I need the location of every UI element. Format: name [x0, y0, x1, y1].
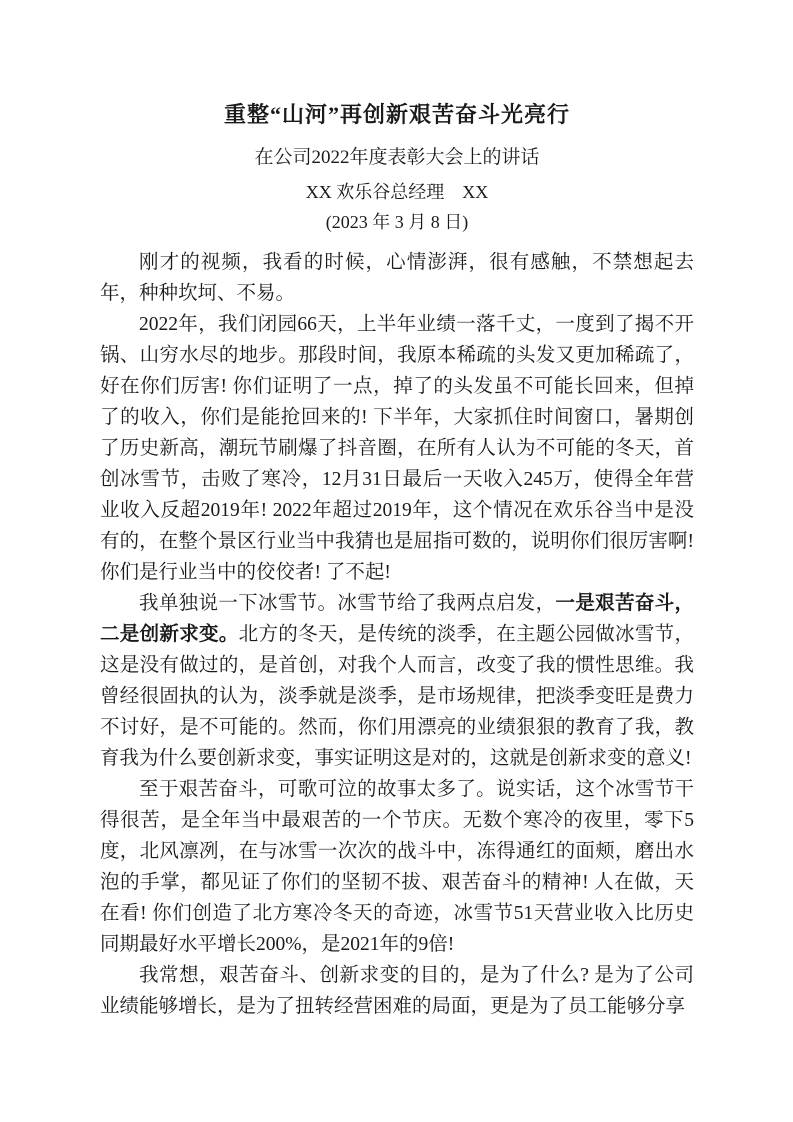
paragraph-run: 北方的冬天，是传统的淡季，在主题公园做冰雪节，这是没有做过的，是首创，对我个人而言，改变了我的惯性思维。我曾经很固执的认为，淡季就是淡季，是市场规律，把淡季变旺是费力不讨好，是不可能的。然而，你们用漂亮的业绩狠狠的教育了我，教育我为什么要创新求变，事实证明这是对的，这就是创新求变的意义! [100, 624, 694, 769]
document-body [100, 247, 694, 1022]
paragraph-run: 2022年，我们闭园66天，上半年业绩一落千丈，一度到了揭不开锅、山穷水尽的地步。那段时间，我原本稀疏的头发又更加稀疏了，好在你们厉害! 你们证明了一点，掉了的头发虽不可能长回来，但掉了的收入，你们是能抢回来的! 下半年，大家抓住时间窗口，暑期创了历史新高，潮玩节刷爆了抖音圈，在所有人认为不可能的冬天，首创冰雪节，击败了寒冷，12月31日最后一天收入245万，使得全年营业收入反超2019年! 2022年超过2019年，这个情况在欢乐谷当中是没有的，在整个景区行业当中我猜也是屈指可数的，说明你们很厉害啊! 你们是行业当中的佼佼者! 了不起! [100, 314, 694, 583]
paragraph-run-bold: 一是艰苦奋斗，二是创新求变。 [100, 593, 694, 645]
paragraph [100, 588, 694, 774]
paragraph-run: 刚才的视频，我看的时候，心情澎湃，很有感触，不禁想起去年，种种坎坷、不易。 [100, 252, 694, 304]
paragraph [100, 960, 694, 1022]
document-title: 重整“山河”再创新艰苦奋斗光亮行 [223, 102, 570, 127]
paragraph [100, 309, 694, 588]
document-date: (2023 年 3 月 8 日) [325, 212, 469, 232]
paragraph [100, 774, 694, 960]
paragraph [100, 247, 694, 309]
paragraph-run: 至于艰苦奋斗，可歌可泣的故事太多了。说实话，这个冰雪节干得很苦，是全年当中最艰苦的一个节庆。无数个寒冷的夜里，零下5度，北风凛冽，在与冰雪一次次的战斗中，冻得通红的面颊，磨出水泡的手掌，都见证了你们的坚韧不拔、艰苦奋斗的精神! 人在做，天在看! 你们创造了北方寒冷冬天的奇迹，冰雪节51天营业收入比历史同期最好水平增长200%，是2021年的9倍! [100, 779, 694, 955]
document-author: XX 欢乐谷总经理 XX [305, 182, 489, 202]
paragraph-run: 我常想，艰苦奋斗、创新求变的目的，是为了什么? 是为了公司业绩能够增长，是为了扭转经营困难的局面，更是为了员工能够分享 [100, 965, 694, 1017]
paragraph-run: 我单独说一下冰雪节。冰雪节给了我两点启发， [139, 593, 556, 614]
document-subtitle: 在公司2022年度表彰大会上的讲话 [254, 147, 540, 168]
